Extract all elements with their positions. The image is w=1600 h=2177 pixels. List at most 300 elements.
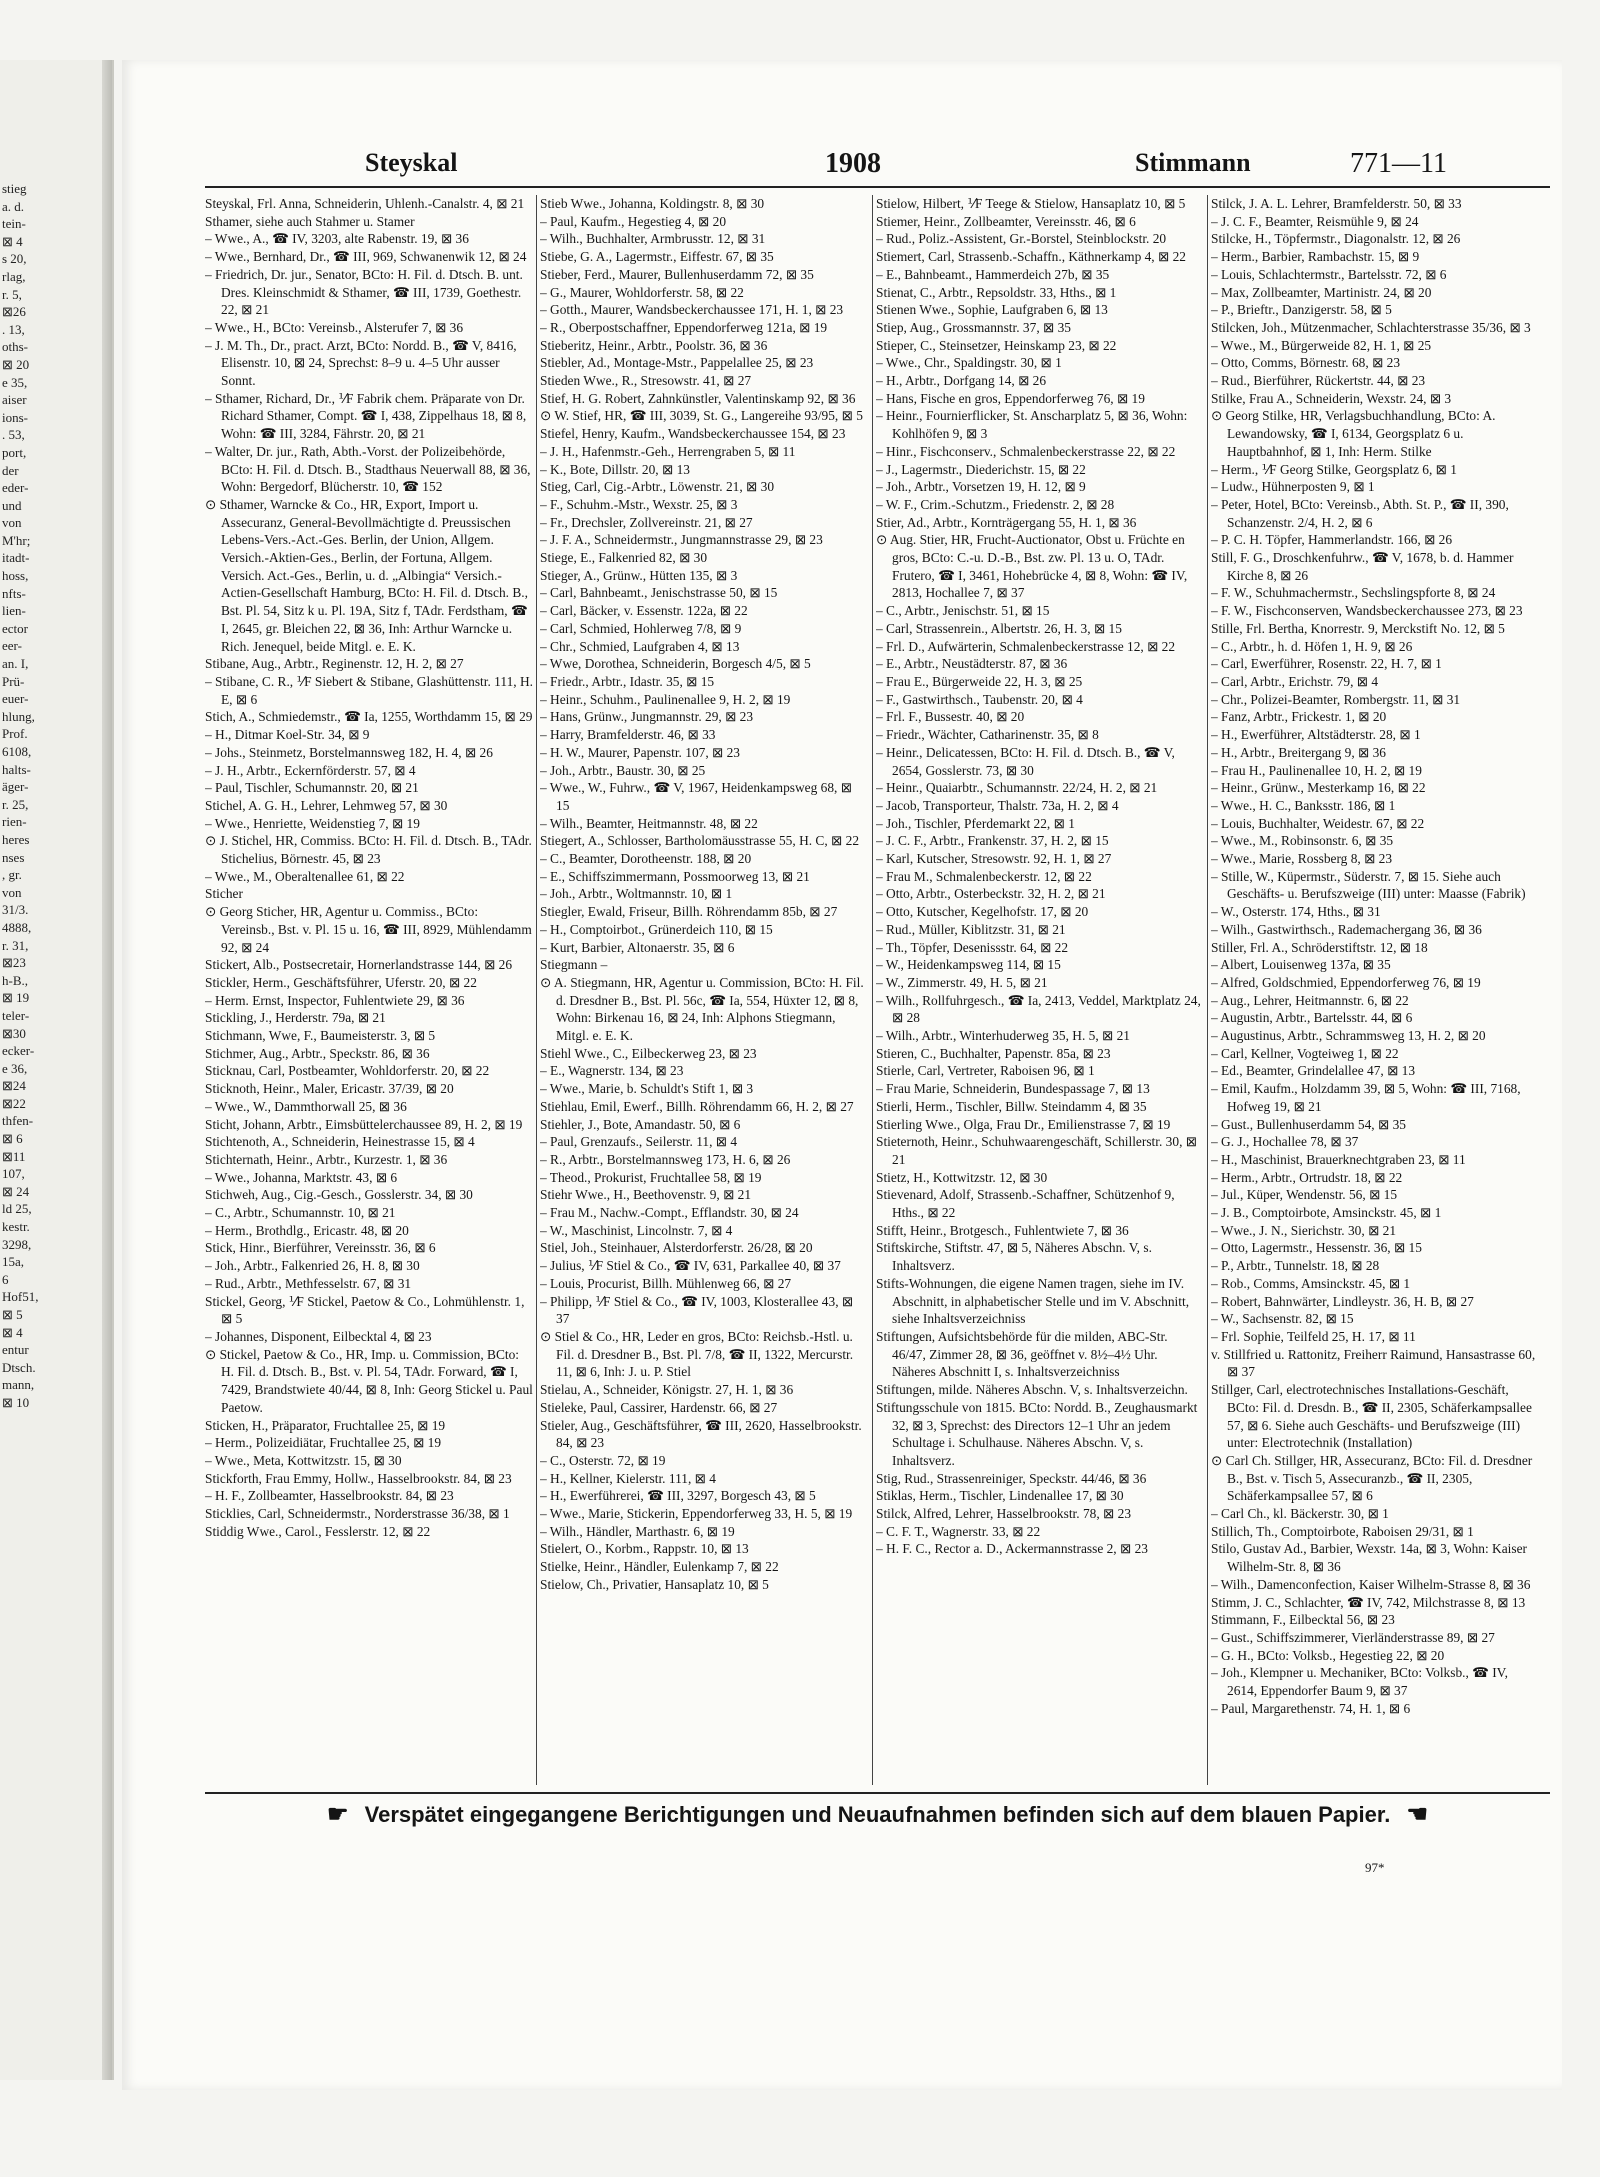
left-page-fragment: ⊠ 6 (2, 1131, 23, 1147)
directory-entry: Sthamer, siehe auch Stahmer u. Stamer (205, 213, 415, 229)
signature-mark: 97* (1365, 1860, 1385, 1875)
directory-entry: – Gust., Bullenhuserdamm 54, ⊠ 35 (1211, 1116, 1406, 1132)
directory-entry: – Ludw., Hühnerposten 9, ⊠ 1 (1211, 479, 1375, 495)
directory-entry: – Joh., Arbtr., Vorsetzen 19, H. 12, ⊠ 9 (876, 479, 1086, 495)
directory-entry: – Joh., Tischler, Pferdemarkt 22, ⊠ 1 (876, 815, 1075, 831)
left-page-fragment: r. 25, (2, 796, 29, 812)
directory-entry: Stilcke, H., Töpfermstr., Diagonalstr. 12, ⊠ 26 (1211, 231, 1461, 247)
directory-entry: – Wilh., Rollfuhrgesch., ☎ Ia, 2413, Veddel, Marktplatz 24, ⊠ 28 (876, 992, 1201, 1026)
directory-entry: Stieg, Carl, Cig.-Arbtr., Löwenstr. 21, ⊠ 30 (540, 479, 775, 495)
directory-entry: – H., Ditmar Koel-Str. 34, ⊠ 9 (205, 727, 370, 743)
directory-entry: – H., Maschinist, Brauerknechtgraben 23, ⊠ 11 (1211, 1151, 1466, 1167)
directory-entry: – W., Osterstr. 174, Hths., ⊠ 31 (1211, 904, 1381, 920)
directory-entry: Stiftungen, milde. Näheres Abschn. V, s. Inhaltsverzeichn. (876, 1382, 1188, 1398)
directory-column-3 (876, 195, 1204, 1785)
directory-entry: – Karl, Kutscher, Stresowstr. 92, H. 1, ⊠ 27 (876, 851, 1112, 867)
directory-entry: – Wwe., Marie, b. Schuldt's Stift 1, ⊠ 3 (540, 1081, 754, 1097)
directory-entry: – Frau M., Schmalenbeckerstr. 12, ⊠ 22 (876, 868, 1092, 884)
directory-entry: – Wilh., Arbtr., Winterhuderweg 35, H. 5, ⊠ 21 (876, 1028, 1130, 1044)
left-page-fragment: ector (2, 620, 28, 636)
directory-entry: – Herm. Ernst, Inspector, Fuhlentwiete 29, ⊠ 36 (205, 992, 465, 1008)
directory-entry: ⊙ Stiel & Co., HR, Leder en gros, BCto: Reichsb.-Hstl. u. Fil. d. Dresdner B., Bst. Pl. 7/8, ☎ II, 1322, Mercurstr. 11, ⊠ 6, Inh: J. u. P. Stiel (540, 1329, 854, 1380)
directory-entry: ⊙ Stickel, Paetow & Co., HR, Imp. u. Commission, BCto: H. Fil. d. Dtsch. B., Bst. v. Pl. 54, TAdr. Forward, ☎ I, 7429, Brandstwiete 40/44, ⊠ 8, Inh: Georg Stickel u. Paul Paetow. (205, 1346, 533, 1415)
directory-entry: – Joh., Arbtr., Woltmannstr. 10, ⊠ 1 (540, 886, 733, 902)
directory-entry: – F. W., Schuhmachermstr., Sechslingspforte 8, ⊠ 24 (1211, 585, 1496, 601)
directory-entry: – Stibane, C. R., ⅟F Siebert & Stibane, Glashüttenstr. 111, H. E, ⊠ 6 (205, 673, 533, 707)
directory-entry: – Wwe., M., Oberaltenallee 61, ⊠ 22 (205, 868, 405, 884)
directory-entry: – Augustin, Arbtr., Bartelsstr. 44, ⊠ 6 (1211, 1010, 1413, 1026)
directory-entry: – W., Heidenkampsweg 114, ⊠ 15 (876, 957, 1061, 973)
directory-entry: – Heinr., Delicatessen, BCto: H. Fil. d. Dtsch. B., ☎ V, 2654, Gosslerstr. 73, ⊠ 30 (876, 744, 1175, 778)
directory-entry: Stiller, Frl. A., Schröderstiftstr. 12, ⊠ 18 (1211, 939, 1428, 955)
directory-entry: Stilck, J. A. L. Lehrer, Bramfelderstr. 50, ⊠ 33 (1211, 196, 1462, 211)
left-page-fragment: s 20, (2, 251, 27, 267)
left-page-fragment: ⊠30 (2, 1025, 26, 1041)
directory-entry: – Wilh., Händler, Marthastr. 6, ⊠ 19 (540, 1523, 735, 1539)
directory-entry: – Herm., ⅟F Georg Stilke, Georgsplatz 6, ⊠ 1 (1211, 461, 1457, 477)
directory-entry: – Wwe., Henriette, Weidenstieg 7, ⊠ 19 (205, 815, 420, 831)
directory-entry: – Sthamer, Richard, Dr., ⅟F Fabrik chem. Präparate von Dr. Richard Sthamer, Compt. ☎ I, 438, Zippelhaus 18, ⊠ 8, Wohn: ☎ III, 3284, Fährstr. 20, ⊠ 21 (205, 390, 527, 442)
directory-entry: ⊙ Sthamer, Warncke & Co., HR, Export, Import u. Assecuranz, General-Bevollmächtigte d. Preussischen Lebens-Vers.-Act.-Ges. Berlin, der Union, Allgem. Versich.-Aktien-Ges., Berlin, der Fortuna, Allgem. Versich. Act.-Ges., Berlin, u. d. „Albingia“ Versich.-Actien-Gesellschaft Hamburg, BCto: H. Fil. d. Dtsch. B., Bst. Pl. 54, Sitz k u. Pl. 19A, Sitz f, TAdr. Ferdstham, ☎ I, 2645, gr. Bleichen 22, ⊠ 36, Inh: Arthur Warncke u. Rich. Jenequel, beide Mitgl. e. E. K. (205, 496, 528, 654)
directory-entry: Stickling, J., Herderstr. 79a, ⊠ 21 (205, 1010, 386, 1026)
directory-entry: Stief, H. G. Robert, Zahnkünstler, Valentinskamp 92, ⊠ 36 (540, 390, 856, 406)
directory-entry: Stiddig Wwe., Carol., Fesslerstr. 12, ⊠ 22 (205, 1523, 431, 1539)
directory-entry: – Theod., Prokurist, Fruchtallee 58, ⊠ 19 (540, 1169, 762, 1185)
directory-entry: Sticknoth, Heinr., Maler, Ericastr. 37/39, ⊠ 20 (205, 1081, 454, 1097)
left-page-fragment: M'hr; (2, 532, 31, 548)
directory-entry: Stietz, H., Kottwitzstr. 12, ⊠ 30 (876, 1169, 1048, 1185)
running-head (365, 148, 1545, 184)
directory-entry: Stiklas, Herm., Tischler, Lindenallee 17, ⊠ 30 (876, 1488, 1124, 1504)
left-page-fragment: ions- (2, 409, 28, 425)
directory-entry: – P., Arbtr., Tunnelstr. 18, ⊠ 28 (1211, 1258, 1380, 1274)
directory-entry: – Louis, Buchhalter, Weidestr. 67, ⊠ 22 (1211, 815, 1425, 831)
directory-entry: – Wwe., A., ☎ IV, 3203, alte Rabenstr. 19, ⊠ 36 (205, 231, 469, 247)
directory-entry: Stielow, Ch., Privatier, Hansaplatz 10, ⊠ 5 (540, 1576, 769, 1592)
left-page-fragment: Dtsch. (2, 1359, 36, 1375)
directory-entry: – Wwe, Dorothea, Schneiderin, Borgesch 4/5, ⊠ 5 (540, 656, 811, 672)
directory-entry: – Wwe., Bernhard, Dr., ☎ III, 969, Schwanenwik 12, ⊠ 24 (205, 249, 527, 265)
left-page-fragment: port, (2, 444, 27, 460)
directory-entry: Stifft, Heinr., Brotgesch., Fuhlentwiete 7, ⊠ 36 (876, 1222, 1129, 1238)
directory-entry: Stierle, Carl, Vertreter, Raboisen 96, ⊠ 1 (876, 1063, 1095, 1079)
directory-entry: Stielow, Hilbert, ⅟F Teege & Stielow, Hansaplatz 10, ⊠ 5 (876, 196, 1186, 211)
directory-entry: – Peter, Hotel, BCto: Vereinsb., Abth. St. P., ☎ II, 390, Schanzenstr. 2/4, H. 2, ⊠ 6 (1211, 496, 1509, 530)
directory-entry: ⊙ Carl Ch. Stillger, HR, Assecuranz, BCto: Fil. d. Dresdner B., Bst. v. Tisch 5, Assecuranzb., ☎ II, 2305, Schäferkampsallee 57, ⊠ 6 (1211, 1452, 1533, 1504)
directory-entry: – Kurt, Barbier, Altonaerstr. 35, ⊠ 6 (540, 939, 735, 955)
directory-entry: – Otto, Comms, Börnestr. 68, ⊠ 23 (1211, 355, 1401, 371)
header-first-name: Steyskal (365, 148, 458, 177)
left-page-fragment: Prü- (2, 673, 25, 689)
directory-entry: ⊙ Aug. Stier, HR, Frucht-Auctionator, Obst u. Früchte en gros, BCto: C.-u. D.-B., Bst. zw. Pl. 13 u. O, TAdr. Frutero, ☎ I, 3461, Hohebrücke 4, ⊠ 8, Wohn: ☎ IV, 2813, Hochallee 7, ⊠ 37 (876, 532, 1188, 601)
left-page-fragment: ⊠22 (2, 1095, 26, 1111)
left-page-fragment: teler- (2, 1007, 30, 1023)
directory-entry: – Herm., Barbier, Rambachstr. 15, ⊠ 9 (1211, 249, 1420, 265)
directory-entry: – Carl, Arbtr., Erichstr. 79, ⊠ 4 (1211, 673, 1379, 689)
left-page-fragment: kestr. (2, 1219, 30, 1235)
directory-entry: Stielau, A., Schneider, Königstr. 27, H. 1, ⊠ 36 (540, 1382, 794, 1398)
directory-entry: – C. F. T., Wagnerstr. 33, ⊠ 22 (876, 1523, 1041, 1539)
left-page-fragment: lien- (2, 603, 26, 619)
directory-entry: – Jacob, Transporteur, Thalstr. 73a, H. 2, ⊠ 4 (876, 797, 1119, 813)
left-page-fragment: eder- (2, 480, 29, 496)
directory-entry: Stichweh, Aug., Cig.-Gesch., Gosslerstr. 34, ⊠ 30 (205, 1187, 473, 1203)
left-page-fragment: ⊠23 (2, 955, 26, 971)
left-page-fragment: hoss, (2, 568, 29, 584)
directory-entry: – Th., Töpfer, Desenissstr. 64, ⊠ 22 (876, 939, 1069, 955)
left-page-fragment: Prof. (2, 726, 28, 742)
directory-entry: – J. C. F., Beamter, Reismühle 9, ⊠ 24 (1211, 213, 1419, 229)
directory-entry: – Julius, ⅟F Stiel & Co., ☎ IV, 631, Parkallee 40, ⊠ 37 (540, 1258, 841, 1274)
header-last-name: Stimmann (1135, 148, 1251, 177)
directory-entry: – Harry, Bramfelderstr. 46, ⊠ 33 (540, 727, 716, 743)
directory-entry: – Walter, Dr. jur., Rath, Abth.-Vorst. der Polizeibehörde, BCto: H. Fil. d. Dtsch. B., Stadthaus Neuerwall 88, ⊠ 36, Wohn: Bergedorf, Blücherstr. 10, ☎ 152 (205, 443, 531, 495)
directory-entry: – Frl. D., Aufwärterin, Schmalenbeckerstrasse 12, ⊠ 22 (876, 638, 1176, 654)
directory-entry: – F. W., Fischconserven, Wandsbeckerchaussee 273, ⊠ 23 (1211, 603, 1523, 619)
directory-entry: Stichtenoth, A., Schneiderin, Heinestrasse 15, ⊠ 4 (205, 1134, 475, 1150)
directory-entry: – Heinr., Quaiarbtr., Schumannstr. 22/24, H. 2, ⊠ 21 (876, 780, 1158, 796)
directory-entry: – Frau E., Bürgerweide 22, H. 3, ⊠ 25 (876, 673, 1083, 689)
directory-entry: – Johannes, Disponent, Eilbecktal 4, ⊠ 23 (205, 1329, 432, 1344)
directory-entry: – Wwe., W., Fuhrw., ☎ V, 1967, Heidenkampsweg 68, ⊠ 15 (540, 780, 852, 813)
directory-entry: Stig, Rud., Strassenreiniger, Speckstr. 44/46, ⊠ 36 (876, 1470, 1147, 1486)
left-page-fragment: rlag, (2, 268, 26, 284)
directory-entry: – E., Wagnerstr. 134, ⊠ 23 (540, 1063, 684, 1079)
directory-entry: – Chr., Polizei-Beamter, Rombergstr. 11, ⊠ 31 (1211, 691, 1461, 707)
directory-entry: Stickel, Georg, ⅟F Stickel, Paetow & Co., Lohmühlenstr. 1, ⊠ 5 (205, 1293, 525, 1327)
directory-entry: Stiegler, Ewald, Friseur, Billh. Röhrendamm 85b, ⊠ 27 (540, 904, 838, 920)
left-page-fragment: mann, (2, 1377, 35, 1393)
directory-entry: – Hans, Fische en gros, Eppendorferweg 76, ⊠ 19 (876, 390, 1145, 406)
directory-entry: Stilcken, Joh., Mützenmacher, Schlachterstrasse 35/36, ⊠ 3 (1211, 319, 1531, 335)
directory-entry: – H., Arbtr., Dorfgang 14, ⊠ 26 (876, 373, 1047, 389)
directory-entry: – Wwe., M., Bürgerweide 82, H. 1, ⊠ 25 (1211, 337, 1432, 353)
left-page-fragment: ld 25, (2, 1201, 32, 1217)
pointing-hand-left-icon: ☚ (1406, 1801, 1428, 1828)
left-page-fragment: h-B., (2, 972, 28, 988)
directory-entry: – Wwe., H. C., Banksstr. 186, ⊠ 1 (1211, 797, 1396, 813)
directory-entry: – Carl, Ewerführer, Rosenstr. 22, H. 7, ⊠ 1 (1211, 656, 1442, 672)
directory-entry: – Rud., Bierführer, Rückertstr. 44, ⊠ 23 (1211, 373, 1426, 389)
left-page-fragment: Hof51, (2, 1289, 39, 1305)
left-page-fragment: r. 31, (2, 937, 29, 953)
directory-entry: – Otto, Lagermstr., Hessenstr. 36, ⊠ 15 (1211, 1240, 1422, 1256)
directory-entry: Stichmann, Wwe, F., Baumeisterstr. 3, ⊠ 5 (205, 1028, 436, 1044)
directory-entry: Stienat, C., Arbtr., Repsoldstr. 33, Hths., ⊠ 1 (876, 284, 1117, 300)
directory-entry: – Wwe., J. N., Sierichstr. 30, ⊠ 21 (1211, 1222, 1397, 1238)
directory-entry: – Wilh., Gastwirthsch., Rademachergang 36, ⊠ 36 (1211, 921, 1482, 937)
directory-entry: – Rud., Müller, Kiblitzstr. 31, ⊠ 21 (876, 921, 1066, 937)
directory-entry: – Wwe., Marie, Stickerin, Eppendorferweg 33, H. 5, ⊠ 19 (540, 1506, 853, 1522)
left-page-fragment: 4888, (2, 919, 32, 935)
directory-entry: – R., Arbtr., Borstelmannsweg 173, H. 6, ⊠ 26 (540, 1151, 791, 1167)
directory-entry: Stickert, Alb., Postsecretair, Hornerlandstrasse 144, ⊠ 26 (205, 957, 513, 973)
left-page-fragment: stieg (2, 181, 27, 196)
left-page-fragment: ⊠11 (2, 1148, 26, 1164)
directory-entry: – Jul., Küper, Wendenstr. 56, ⊠ 15 (1211, 1187, 1398, 1203)
directory-entry: Stibane, Aug., Arbtr., Reginenstr. 12, H. 2, ⊠ 27 (205, 656, 464, 672)
left-page-fragment: itadt- (2, 550, 30, 566)
directory-entry: Stiftungen, Aufsichtsbehörde für die milden, ABC-Str. 46/47, Zimmer 28, ⊠ 36, geöffnet v. 8½–4½ Uhr. Näheres Abschnitt I, s. Inhaltsverzeichniss (876, 1329, 1168, 1380)
directory-entry: – R., Oberpostschaffner, Eppendorferweg 121a, ⊠ 19 (540, 319, 828, 335)
directory-entry: Stille, Frl. Bertha, Knorrestr. 9, Merckstift No. 12, ⊠ 5 (1211, 620, 1505, 636)
left-page-edge (0, 60, 114, 2080)
left-page-fragment: e 35, (2, 374, 28, 390)
left-page-fragment: 6 (2, 1271, 9, 1287)
directory-entry: Stichternath, Heinr., Arbtr., Kurzestr. 1, ⊠ 36 (205, 1151, 448, 1167)
left-page-fragment: thfen- (2, 1113, 34, 1129)
directory-entry: – E., Arbtr., Neustädterstr. 87, ⊠ 36 (876, 656, 1068, 672)
directory-entry: Stiep, Aug., Grossmannstr. 37, ⊠ 35 (876, 319, 1071, 335)
directory-entry: – J. H., Arbtr., Eckernförderstr. 57, ⊠ 4 (205, 762, 416, 778)
directory-entry: – Friedr., Arbtr., Idastr. 35, ⊠ 15 (540, 673, 715, 689)
directory-entry: Stillger, Carl, electrotechnisches Installations-Geschäft, BCto: Fil. d. Dresdn. B., ☎ II, 2305, Schäferkampsallee 57, ⊠ 6. Siehe auch Geschäfts- und Berufszweige (III) unter: Electrotechnik (Installation) (1211, 1382, 1532, 1451)
directory-entry: ⊙ W. Stief, HR, ☎ III, 3039, St. G., Langereihe 93/95, ⊠ 5 (540, 408, 863, 424)
directory-entry: – Rob., Comms, Amsinckstr. 45, ⊠ 1 (1211, 1275, 1411, 1291)
directory-entry: – Carl, Bäcker, v. Essenstr. 122a, ⊠ 22 (540, 603, 748, 619)
directory-entry: Stienen Wwe., Sophie, Laufgraben 6, ⊠ 13 (876, 302, 1108, 318)
directory-entry: Stillich, Th., Comptoirbote, Raboisen 29/31, ⊠ 1 (1211, 1523, 1474, 1539)
footer-notice-text: Verspätet eingegangene Berichtigungen und Neuaufnahmen befinden sich auf dem blauen Papier. (364, 1802, 1391, 1827)
directory-entry: – C., Arbtr., h. d. Höfen 1, H. 9, ⊠ 26 (1211, 638, 1413, 654)
directory-entry: ⊙ A. Stiegmann, HR, Agentur u. Commission, BCto: H. Fil. d. Dresdner B., Bst. Pl. 56c, ☎ Ia, 554, Hüxter 12, ⊠ 8, Wohn: Birkenau 16, ⊠ 24, Inh: Alphons Stiegmann, Mitgl. e. E. K. (540, 974, 864, 1044)
directory-entry: – Otto, Kutscher, Kegelhofstr. 17, ⊠ 20 (876, 904, 1089, 920)
directory-entry: Stifts-Wohnungen, die eigene Namen tragen, siehe im IV. Abschnitt, in alphabetischer Stelle und im V. Abschnitt, siehe Inhaltsverzeichniss (876, 1275, 1190, 1327)
directory-entry: – Max, Zollbeamter, Martinistr. 24, ⊠ 20 (1211, 284, 1432, 300)
directory-column-4 (1211, 195, 1539, 1785)
directory-entry: – Alfred, Goldschmied, Eppendorferweg 76, ⊠ 19 (1211, 974, 1481, 990)
left-page-fragment: 15a, (2, 1254, 25, 1270)
left-page-fragment: ⊠24 (2, 1078, 26, 1094)
directory-entry: Stickforth, Frau Emmy, Hollw., Hasselbrookstr. 84, ⊠ 23 (205, 1470, 512, 1486)
directory-entry: – Gust., Schiffszimmerer, Vierländerstrasse 89, ⊠ 27 (1211, 1629, 1495, 1645)
directory-entry: Stilke, Frau A., Schneiderin, Wexstr. 24, ⊠ 3 (1211, 390, 1452, 406)
left-page-fragment: ⊠ 24 (2, 1183, 30, 1199)
directory-entry: – Heinr., Schuhm., Paulinenallee 9, H. 2, ⊠ 19 (540, 691, 791, 707)
left-page-fragment: ⊠ 4 (2, 233, 23, 249)
footer-notice (205, 1800, 1550, 1829)
directory-entry: – Frl. F., Bussestr. 40, ⊠ 20 (876, 709, 1025, 725)
directory-entry: Stiemert, Carl, Strassenb.-Schaffn., Käthnerkamp 4, ⊠ 22 (876, 249, 1186, 265)
directory-entry: Stiehr Wwe., H., Beethovenstr. 9, ⊠ 21 (540, 1187, 752, 1203)
directory-entry: Stickler, Herm., Geschäftsführer, Uferstr. 20, ⊠ 22 (205, 974, 477, 990)
directory-entry: – Frau H., Paulinenallee 10, H. 2, ⊠ 19 (1211, 762, 1422, 778)
directory-entry: Stiefel, Henry, Kaufm., Wandsbeckerchaussee 154, ⊠ 23 (540, 426, 846, 442)
directory-entry: – Wwe., Chr., Spaldingstr. 30, ⊠ 1 (876, 355, 1062, 371)
directory-entry: – J. H., Hafenmstr.-Geh., Herrengraben 5, ⊠ 11 (540, 443, 796, 459)
directory-entry: – G. J., Hochallee 78, ⊠ 37 (1211, 1134, 1359, 1150)
directory-entry: – Robert, Bahnwärter, Lindleystr. 36, H. B, ⊠ 27 (1211, 1293, 1474, 1309)
header-rule (205, 186, 1550, 188)
directory-entry: – Paul, Kaufm., Hegestieg 4, ⊠ 20 (540, 213, 727, 229)
directory-entry: – Friedr., Wächter, Catharinenstr. 35, ⊠ 8 (876, 727, 1099, 743)
directory-entry: – Carl, Kellner, Vogteiweg 1, ⊠ 22 (1211, 1045, 1399, 1061)
directory-entry: – H., Arbtr., Breitergang 9, ⊠ 36 (1211, 744, 1386, 760)
directory-entry: – Joh., Klempner u. Mechaniker, BCto: Volksb., ☎ IV, 2614, Eppendorfer Baum 9, ⊠ 37 (1211, 1665, 1508, 1699)
directory-entry: – Herm., Polizeidiätar, Fruchtallee 25, ⊠ 19 (205, 1435, 442, 1451)
directory-entry: Stiftungsschule von 1815. BCto: Nordd. B., Zeughausmarkt 32, ⊠ 3, Sprechst: des Directors 12–1 Uhr an jedem Schultage i. Schulhause. Näheres Abschn. V, s. Inhaltsverz. (876, 1399, 1198, 1468)
directory-entry: Stierli, Herm., Tischler, Billw. Steindamm 4, ⊠ 35 (876, 1098, 1147, 1114)
directory-entry: – C., Arbtr., Jenischstr. 51, ⊠ 15 (876, 603, 1050, 619)
directory-entry: Sticken, H., Präparator, Fruchtallee 25, ⊠ 19 (205, 1417, 446, 1433)
footer-rule (205, 1792, 1550, 1794)
directory-entry: – Emil, Kaufm., Holzdamm 39, ⊠ 5, Wohn: ☎ III, 7168, Hofweg 19, ⊠ 21 (1211, 1081, 1521, 1114)
directory-entry: – H., Ewerführerei, ☎ III, 3297, Borgesch 43, ⊠ 5 (540, 1488, 816, 1504)
directory-entry: Stieden Wwe., R., Stresowstr. 41, ⊠ 27 (540, 373, 752, 389)
directory-entry: – Rud., Arbtr., Methfesselstr. 67, ⊠ 31 (205, 1275, 412, 1291)
directory-entry: – Hans, Grünw., Jungmannstr. 29, ⊠ 23 (540, 709, 754, 725)
directory-entry: – Fr., Drechsler, Zollvereinstr. 21, ⊠ 27 (540, 514, 753, 530)
directory-entry: – Frau Marie, Schneiderin, Bundespassage 7, ⊠ 13 (876, 1081, 1150, 1097)
header-year: 1908 (825, 148, 881, 179)
directory-entry: – H. F. C., Rector a. D., Ackermannstrasse 2, ⊠ 23 (876, 1541, 1148, 1557)
directory-entry: – E., Bahnbeamt., Hammerdeich 27b, ⊠ 35 (876, 266, 1110, 282)
directory-entry: – F., Schuhm.-Mstr., Wexstr. 25, ⊠ 3 (540, 496, 738, 512)
directory-entry: Stick, Hinr., Bierführer, Vereinsstr. 36, ⊠ 6 (205, 1240, 436, 1256)
directory-entry: – Wilh., Buchhalter, Armbrusstr. 12, ⊠ 31 (540, 231, 766, 247)
left-page-fragment: rien- (2, 814, 27, 830)
left-page-fragment: a. d. (2, 198, 25, 214)
directory-entry: – E., Schiffszimmermann, Possmoorweg 13, ⊠ 21 (540, 868, 810, 884)
directory-entry: – Wwe., Marie, Rossberg 8, ⊠ 23 (1211, 851, 1393, 867)
column-divider (536, 195, 537, 1785)
directory-entry: – H. F., Zollbeamter, Hasselbrookstr. 84, ⊠ 23 (205, 1488, 454, 1504)
left-page-fragment: ⊠26 (2, 304, 26, 320)
directory-entry: Stichel, A. G. H., Lehrer, Lehmweg 57, ⊠ 30 (205, 797, 448, 813)
directory-entry: – Philipp, ⅟F Stiel & Co., ☎ IV, 1003, Klosterallee 43, ⊠ 37 (540, 1293, 854, 1327)
directory-entry: Stiegmann – (540, 957, 608, 973)
directory-entry: – W., Zimmerstr. 49, H. 5, ⊠ 21 (876, 974, 1048, 990)
directory-entry: Still, F. G., Droschkenfuhrw., ☎ V, 1678, b. d. Hammer Kirche 8, ⊠ 26 (1211, 550, 1514, 583)
directory-entry: Stichmer, Aug., Arbtr., Speckstr. 86, ⊠ 36 (205, 1045, 430, 1061)
directory-entry: – Frau M., Nachw.-Compt., Efflandstr. 30, ⊠ 24 (540, 1205, 799, 1221)
directory-entry: – Louis, Procurist, Billh. Mühlenweg 66, ⊠ 27 (540, 1275, 792, 1291)
left-page-fragment: oths- (2, 339, 28, 355)
column-divider (1207, 195, 1208, 1785)
directory-entry: Stiehl Wwe., C., Eilbeckerweg 23, ⊠ 23 (540, 1045, 757, 1061)
directory-entry: – J. C. F., Arbtr., Frankenstr. 37, H. 2, ⊠ 15 (876, 833, 1109, 849)
left-page-fragment: ecker- (2, 1043, 35, 1059)
directory-entry: Sticht, Johann, Arbtr., Eimsbüttelerchaussee 89, H. 2, ⊠ 19 (205, 1116, 523, 1132)
directory-entry: – Carl Ch., kl. Bäckerstr. 30, ⊠ 1 (1211, 1506, 1389, 1522)
left-page-text-fragments (2, 180, 97, 2060)
left-page-fragment: heres (2, 831, 30, 847)
directory-entry: – Carl, Bahnbeamt., Jenischstrasse 50, ⊠ 15 (540, 585, 778, 601)
directory-entry: ⊙ J. Stichel, HR, Commiss. BCto: H. Fil. d. Dtsch. B., TAdr. Stichelius, Börnestr. 45, ⊠ 23 (205, 833, 532, 867)
directory-entry: Stiege, E., Falkenried 82, ⊠ 30 (540, 550, 708, 566)
left-page-fragment: ⊠ 10 (2, 1394, 30, 1410)
left-page-fragment: 6108, (2, 744, 32, 759)
left-page-fragment: halts- (2, 761, 31, 777)
directory-entry: Stiel, Joh., Steinhauer, Alsterdorferstr. 26/28, ⊠ 20 (540, 1240, 813, 1256)
directory-entry: – Aug., Lehrer, Heitmannstr. 6, ⊠ 22 (1211, 992, 1409, 1008)
left-page-fragment: r. 5, (2, 286, 22, 302)
directory-entry: – C., Beamter, Dorotheenstr. 188, ⊠ 20 (540, 851, 752, 867)
directory-entry: – Heinr., Fournierflicker, St. Anscharplatz 5, ⊠ 36, Wohn: Kohlhöfen 9, ⊠ 3 (876, 408, 1188, 442)
directory-entry: Stieper, C., Steinsetzer, Heinskamp 23, ⊠ 22 (876, 337, 1117, 353)
directory-entry: – W. F., Crim.-Schutzm., Friedenstr. 2, ⊠ 28 (876, 496, 1115, 512)
left-page-fragment: e 36, (2, 1060, 28, 1076)
left-page-fragment: 107, (2, 1166, 25, 1182)
directory-entry: – Wwe., W., Dammthorwall 25, ⊠ 36 (205, 1098, 407, 1114)
directory-entry: – H., Ewerführer, Altstädterstr. 28, ⊠ 1 (1211, 727, 1421, 743)
directory-entry: – Hinr., Fischconserv., Schmalenbeckerstrasse 22, ⊠ 22 (876, 443, 1176, 459)
left-page-fragment: aiser (2, 392, 27, 408)
left-page-fragment: nses (2, 849, 25, 865)
left-page-fragment: 31/3. (2, 902, 29, 918)
book-gutter (102, 60, 114, 2080)
directory-entry: Stielert, O., Korbm., Rappstr. 10, ⊠ 13 (540, 1541, 749, 1557)
directory-entry: Stimm, J. C., Schlachter, ☎ IV, 742, Milchstrasse 8, ⊠ 13 (1211, 1594, 1526, 1610)
directory-entry: Sticknau, Carl, Postbeamter, Wohldorferstr. 20, ⊠ 22 (205, 1063, 490, 1079)
directory-entry: Stiebe, G. A., Lagermstr., Eiffestr. 67, ⊠ 35 (540, 249, 774, 265)
directory-entry: – Stille, W., Küpermstr., Süderstr. 7, ⊠ 15. Siehe auch Geschäfts- u. Berufszweige (III) unter: Maasse (Fabrik) (1211, 868, 1526, 902)
directory-entry: – W., Maschinist, Lincolnstr. 7, ⊠ 4 (540, 1222, 733, 1238)
directory-entry: – Herm., Brothdlg., Ericastr. 48, ⊠ 20 (205, 1222, 409, 1238)
header-page-number: 771—11 (1350, 148, 1447, 179)
directory-entry: – K., Bote, Dillstr. 20, ⊠ 13 (540, 461, 690, 477)
directory-entry: – Wilh., Beamter, Heitmannstr. 48, ⊠ 22 (540, 815, 758, 831)
directory-entry: Stieren, C., Buchhalter, Papenstr. 85a, ⊠ 23 (876, 1045, 1111, 1061)
directory-entry: Steyskal, Frl. Anna, Schneiderin, Uhlenh.-Canalstr. 4, ⊠ 21 (205, 196, 525, 211)
directory-entry: – G. H., BCto: Volksb., Hegestieg 22, ⊠ 20 (1211, 1647, 1445, 1663)
directory-entry: Sticklies, Carl, Schneidermstr., Norderstrasse 36/38, ⊠ 1 (205, 1506, 510, 1522)
directory-entry: Stich, A., Schmiedemstr., ☎ Ia, 1255, Worthdamm 15, ⊠ 29 (205, 709, 533, 725)
directory-entry: Stiehler, J., Bote, Amandastr. 50, ⊠ 6 (540, 1116, 741, 1132)
left-page-fragment: eer- (2, 638, 22, 654)
directory-entry: – H., Comptoirbot., Grünerdeich 110, ⊠ 15 (540, 921, 773, 937)
directory-entry: – Heinr., Grünw., Mesterkamp 16, ⊠ 22 (1211, 780, 1426, 796)
directory-entry: – Frl. Sophie, Teilfeld 25, H. 17, ⊠ 11 (1211, 1329, 1416, 1344)
directory-entry: ⊙ Georg Stilke, HR, Verlagsbuchhandlung, BCto: A. Lewandowsky, ☎ I, 6134, Georgsplatz 6 u. Hauptbahnhof, ⊠ 1, Inh: Herm. Stilke (1211, 408, 1496, 459)
left-page-fragment: entur (2, 1342, 29, 1358)
left-page-fragment: ⊠ 5 (2, 1307, 23, 1322)
directory-entry: – J. F. A., Schneidermstr., Jungmannstrasse 29, ⊠ 23 (540, 532, 823, 548)
directory-entry: – Rud., Poliz.-Assistent, Gr.-Borstel, Steinblockstr. 20 (876, 231, 1167, 247)
directory-entry: Stiebler, Ad., Montage-Mstr., Pappelallee 25, ⊠ 23 (540, 355, 814, 371)
directory-entry: – Joh., Arbtr., Falkenried 26, H. 8, ⊠ 30 (205, 1258, 420, 1274)
directory-entry: – Louis, Schlachtermstr., Bartelsstr. 72, ⊠ 6 (1211, 266, 1447, 282)
directory-entry: Stierling Wwe., Olga, Frau Dr., Emilienstrasse 7, ⊠ 19 (876, 1116, 1171, 1132)
left-page-fragment: tein- (2, 216, 26, 232)
directory-entry: – J. M. Th., Dr., pract. Arzt, BCto: Nordd. B., ☎ V, 8416, Elisenstr. 10, ⊠ 24, Sprechst: 8–9 u. 4–5 Uhr ausser Sonnt. (205, 337, 517, 389)
directory-entry: Stilo, Gustav Ad., Barbier, Wexstr. 14a, ⊠ 3, Wohn: Kaiser Wilhelm-Str. 8, ⊠ 36 (1211, 1541, 1527, 1575)
directory-entry: Stielke, Heinr., Händler, Eulenkamp 7, ⊠ 22 (540, 1559, 779, 1575)
left-page-fragment: ⊠ 19 (2, 990, 30, 1006)
directory-entry: – W., Sachsenstr. 82, ⊠ 15 (1211, 1311, 1354, 1327)
left-page-fragment: äger- (2, 779, 29, 795)
column-divider (872, 195, 873, 1785)
directory-entry: – Otto, Arbtr., Osterbeckstr. 32, H. 2, ⊠ 21 (876, 886, 1106, 902)
directory-entry: – Wwe., Johanna, Marktstr. 43, ⊠ 6 (205, 1169, 398, 1185)
left-page-fragment: von (2, 515, 22, 531)
directory-entry: – Wwe., Meta, Kottwitzstr. 15, ⊠ 30 (205, 1452, 402, 1468)
directory-entry: – F., Gastwirthsch., Taubenstr. 20, ⊠ 4 (876, 691, 1083, 707)
directory-entry: Stiftskirche, Stiftstr. 47, ⊠ 5, Näheres Abschn. V, s. Inhaltsverz. (876, 1240, 1152, 1274)
directory-entry: – Paul, Margarethenstr. 74, H. 1, ⊠ 6 (1211, 1700, 1411, 1716)
directory-entry: Sticher (205, 886, 243, 902)
directory-entry: – Herm., Arbtr., Ortrudstr. 18, ⊠ 22 (1211, 1169, 1403, 1185)
directory-entry: – C., Osterstr. 72, ⊠ 19 (540, 1452, 666, 1468)
directory-entry: – Ed., Beamter, Grindelallee 47, ⊠ 13 (1211, 1063, 1416, 1079)
left-page-fragment: 3298, (2, 1236, 32, 1252)
directory-entry: ⊙ Georg Sticher, HR, Agentur u. Commiss., BCto: Vereinsb., Bst. v. Pl. 15 u. 16, ☎ III, 8929, Mühlendamm 92, ⊠ 24 (205, 904, 532, 955)
directory-entry: – Johs., Steinmetz, Borstelmannsweg 182, H. 4, ⊠ 26 (205, 744, 493, 760)
directory-entry: – Fanz, Arbtr., Frickestr. 1, ⊠ 20 (1211, 709, 1387, 725)
directory-entry: Stieger, A., Grünw., Hütten 135, ⊠ 3 (540, 567, 738, 583)
directory-entry: – H., Kellner, Kielerstr. 111, ⊠ 4 (540, 1470, 716, 1486)
directory-entry: – G., Maurer, Wohldorferstr. 58, ⊠ 22 (540, 284, 744, 300)
